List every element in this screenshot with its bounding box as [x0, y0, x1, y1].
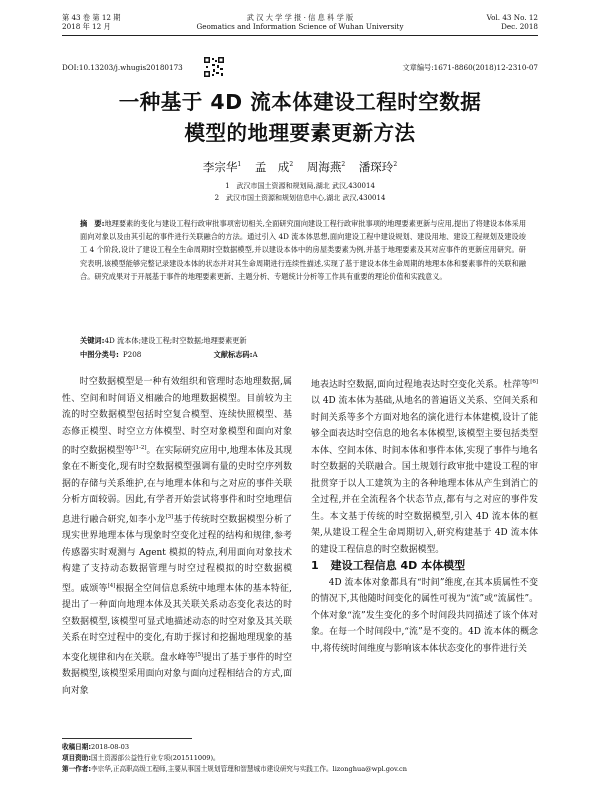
doc-code-label: 文献标志码:	[213, 350, 253, 359]
header-vol-en: Vol. 43 No. 12	[486, 13, 538, 22]
author: 潘琛玲$^2$	[358, 159, 398, 174]
header-date-cn: 2018 年 12 月	[62, 22, 111, 31]
doc-code: A	[252, 350, 258, 359]
header-issue-info-en	[487, 13, 538, 31]
paper-title-line2: 模型的地理要素更新方法	[184, 121, 416, 145]
footnote-author: 第一作者:李宗华,正高职高级工程师,主要从事国土规划管理和智慧城市建设研究与实践工作。lizonghua@wpl.gov.cn	[62, 765, 407, 773]
author-list	[62, 158, 538, 174]
keywords	[80, 335, 526, 347]
clc-label: 中图分类号:	[80, 350, 119, 359]
section-heading: 1 建设工程信息 4D 本体模型	[311, 559, 466, 573]
footnote-received: 收稿日期:2018-08-03	[62, 743, 130, 751]
abstract-text: 地理要素的变化与建设工程行政审批事项密切相关,全面研究面向建设工程行政审批事项的地理要素更新与应用,提出了将建设本体采用面向对象以及由其引起的事件进行关联融合的方法。通过引入 4D 流本体思想,面向建设工程中建设规划、建设用地、建设工程规划及建设竣工 4 个阶段,设计了建设工程全生命周期时空数据模型,并以建设本体中的房屋类要素为例,并基于地理要素及其对应事件的更新应用研究。研究表明,该模型能够完整记录建设本体的状态并对其生命周期进行连续性描述,实现了基于建设本体生命周期的地理本体和要素事件的关联和融合。研究成果对于开展基于事件的地理要素更新、主题分析、专题统计分析等工作具有重要的理论价值和实践意义。	[80, 219, 527, 281]
header-issue-info	[62, 13, 120, 31]
footnote-rule	[62, 738, 192, 739]
header-volume: 第 43 卷 第 12 期	[62, 13, 121, 22]
clc-code: P208	[122, 350, 142, 359]
header-date-en: Dec. 2018	[501, 22, 538, 31]
affiliations	[62, 180, 538, 204]
paragraph: 地表达时空数据,面向过程地表达时空变化关系。杜萍等[6]以 4D 流本体为基础,从地名的普遍语义关系、空间关系和时间关系等多个方面对地名的演化进行本体建模,设计了能够全面表达时空信息的地名本体模型,该模型主要包括类型本体、空间本体、时间本体和事件本体,实现了事件与地名时空数据的关联融合。国土规划行政审批中建设工程的审批贯穿于以人工建筑为主的各种地理本体从产生到消亡的全过程,并在全流程各个状态节点,都有与之对应的事件发生。本文基于传统的时空数据模型,引入 4D 流本体的框架,从建设工程全生命周期切入,研究构建基于 4D 流本体的建设工程信息的时空数据模型。	[311, 379, 538, 555]
body-right-column	[311, 374, 538, 657]
abstract-label: 摘 要:	[80, 219, 105, 228]
author: 孟 成$^2$	[254, 159, 294, 174]
article-number: 文章编号:1671-8860(2018)12-2310-07	[402, 63, 538, 72]
header-rule	[62, 35, 538, 36]
paragraph: 4D 流本体对象都具有“时间”维度,在其本质属性不变的情况下,其他随时间变化的属性可视为“流”或“流属性”。个体对象“流”发生变化的多个时间段共同描述了该个体对象。在每一个时间段中,“流”是不变的。4D 流本体的概念中,将传统时间维度与影响该本体状态变化的事件进行关	[311, 577, 538, 654]
body-left-column	[62, 374, 292, 699]
paper-title-line1: 一种基于 4D 流本体建设工程时空数据	[118, 90, 482, 114]
header-journal-en: Geomatics and Information Science of Wuhan University	[196, 22, 404, 31]
doi: DOI:10.13203/j.whugis20180173	[62, 63, 183, 72]
author: 周海燕$^2$	[306, 159, 346, 174]
footnotes	[62, 742, 538, 775]
keywords-text: 4D 流本体;建设工程;时空数据;地理要素更新	[104, 336, 247, 345]
abstract	[80, 217, 526, 283]
qr-code-icon	[203, 56, 225, 78]
paragraph: 时空数据模型是一种有效组织和管理时态地理数据,属性、空间和时间语义相融合的地理数据模型。目前较为主流的时空数据模型包括时空复合模型、连续快照模型、基态修正模型、时空立方体模型、时空对象模型和面向对象的时空数据模型等[1-2]。在实际研究应用中,地理本体及其现象在不断变化,现有时空数据模型强调有量的史时空序列数据的存储与关系维护,在与地理本体和与之对应的事件关联分析方面较弱。因此,有学者开始尝试将事件和时空地理信息进行融合研究,如李小龙[3]基于传统时空数据模型分析了现实世界地理本体与现象时空变化过程的结构和规律,参考传感器实时观测与 Agent 模拟的特点,利用面向对象技术构建了支持动态数据管理与时空过程模拟的时空数据模型。戚颂等[4]根据全空间信息系统中地理本体的基本特征,提出了一种面向地理本体及其关联关系动态变化表达的时空数据模型,该模型可显式地描述动态的时空对象及其关联关系在时空过程中的变化,有助于探讨和挖掘地理现象的基本变化规律和内在关联。盘水峰等[5]提出了基于事件的时空数据模型,该模型采用面向对象与面向过程相结合的方式,面向对象	[62, 377, 293, 696]
keywords-label: 关键词:	[80, 336, 105, 345]
affiliation: 2 武汉市国土资源和规划信息中心,湖北 武汉,430014	[214, 194, 386, 202]
author: 李宗华$^1$	[202, 159, 242, 174]
footnote-fund: 项目资助:国土资源部公益性行业专项(201511009)。	[62, 754, 220, 762]
classification	[80, 349, 258, 361]
affiliation: 1 武汉市国土资源和规划局,湖北 武汉,430014	[225, 182, 375, 190]
paper-title	[62, 87, 538, 149]
header-journal	[170, 13, 430, 31]
header-journal-cn: 武 汉 大 学 学 报 · 信 息 科 学 版	[246, 13, 354, 22]
